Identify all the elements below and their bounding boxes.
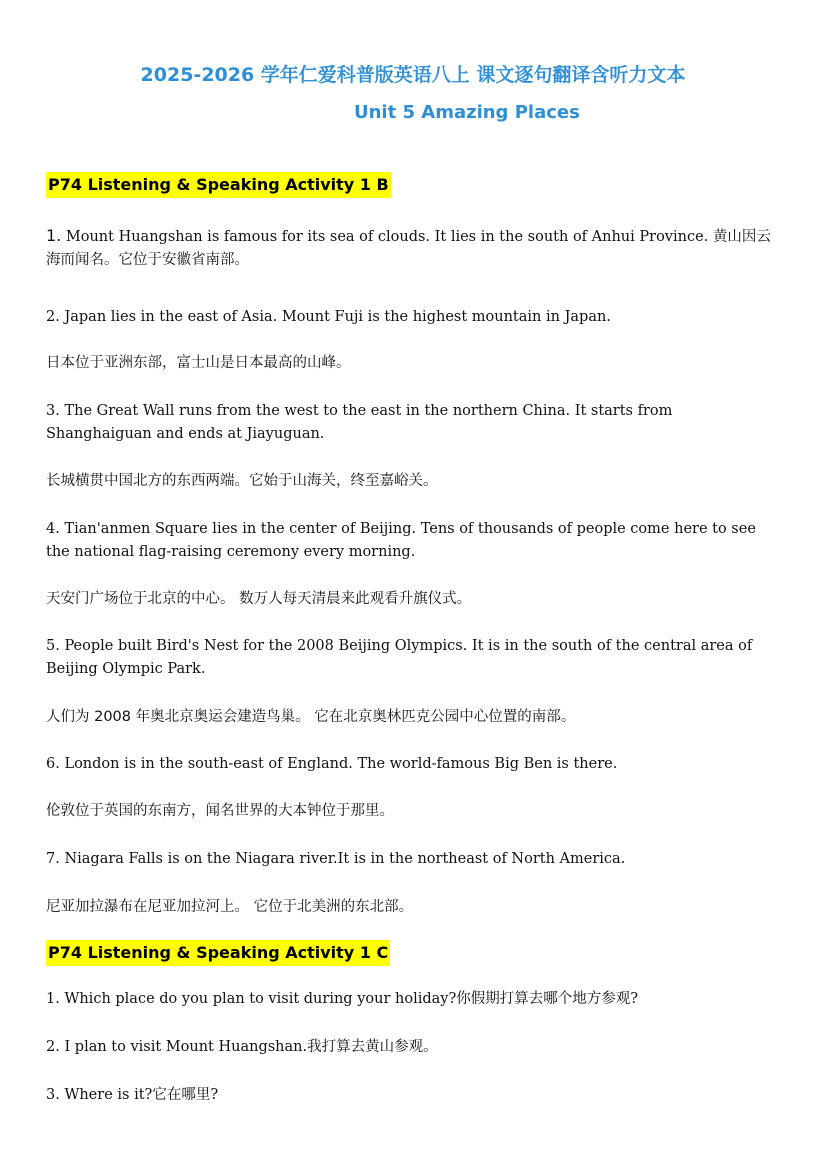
sentence-1-number: 1. — [46, 226, 62, 245]
sentence-5-zh: 人们为 2008 年奥北京奥运会建造鸟巢。 它在北京奥林匹克公园中心位置的南部。 — [46, 709, 576, 725]
sentence-5-en: 5. People built Bird's Nest for the 2008 Beijing Olympics. It is in the south of the central area of Beijing Olympic Park. — [46, 638, 753, 677]
section-heading-1b: P74 Listening & Speaking Activity 1 B — [46, 172, 391, 198]
dialogue-line-3: 3. Where is it?它在哪里? — [46, 1087, 219, 1103]
sentence-4-en: 4. Tian'anmen Square lies in the center of Beijing. Tens of thousands of people come here to see the national flag-raising ceremony every morning. — [46, 521, 756, 560]
sentence-1-text: Mount Huangshan is famous for its sea of clouds. It lies in the south of Anhui Province. 黄山因云海而闻名。它位于安徽省南部。 — [46, 229, 771, 268]
sentence-7-en: 7. Niagara Falls is on the Niagara river.It is in the northeast of North America. — [46, 851, 626, 867]
sentence-7-zh: 尼亚加拉瀑布在尼亚加拉河上。 它位于北美洲的东北部。 — [46, 899, 414, 915]
sentence-2-zh: 日本位于亚洲东部，富士山是日本最高的山峰。 — [46, 355, 351, 371]
sentence-2-en: 2. Japan lies in the east of Asia. Mount Fuji is the highest mountain in Japan. — [46, 309, 611, 325]
section-heading-1c: P74 Listening & Speaking Activity 1 C — [46, 940, 390, 966]
sentence-3-en: 3. The Great Wall runs from the west to the east in the northern China. It starts from Shanghaiguan and ends at Jiayuguan. — [46, 403, 673, 442]
sentence-6-zh: 伦敦位于英国的东南方，闻名世界的大本钟位于那里。 — [46, 803, 394, 819]
unit-subtitle: Unit 5 Amazing Places — [354, 102, 580, 123]
dialogue-line-2: 2. I plan to visit Mount Huangshan.我打算去黄山参观。 — [46, 1039, 438, 1055]
sentence-4-zh: 天安门广场位于北京的中心。 数万人每天清晨来此观看升旗仪式。 — [46, 591, 472, 607]
sentence-1 — [46, 224, 774, 272]
sentence-6-en: 6. London is in the south-east of England. The world-famous Big Ben is there. — [46, 756, 618, 772]
document-title: 2025-2026 学年仁爱科普版英语八上 课文逐句翻译含听力文本 — [140, 64, 686, 86]
dialogue-line-1: 1. Which place do you plan to visit during your holiday?你假期打算去哪个地方参观? — [46, 991, 639, 1007]
sentence-3-zh: 长城横贯中国北方的东西两端。它始于山海关，终至嘉峪关。 — [46, 473, 438, 489]
